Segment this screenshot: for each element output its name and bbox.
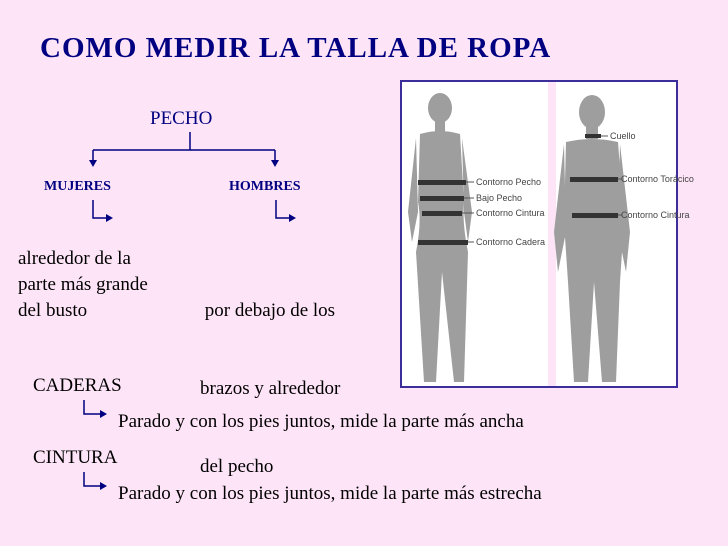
woman-silhouette [408,93,472,382]
man-label: Contorno Torácico [621,174,694,184]
measurement-figure [400,80,694,388]
man-label: Cuello [610,131,636,141]
page-title: COMO MEDIR LA TALLA DE ROPA [40,32,552,64]
body-silhouettes [402,82,694,386]
woman-label: Contorno Cintura [476,208,545,218]
elbow-arrow-icon [80,398,114,422]
tree-right-label: HOMBRES [229,179,301,194]
elbow-arrow-icon [80,470,114,494]
tree-root-label: PECHO [150,108,213,129]
section-heading-caderas: CADERAS [33,375,122,396]
elbow-arrow-icon [271,198,301,226]
tree-left-label: MUJERES [44,179,111,194]
man-label: Contorno Cintura [621,210,690,220]
elbow-arrow-icon [88,198,118,226]
woman-label: Contorno Pecho [476,177,542,187]
men-description: por debajo de los brazos y alrededor del pecho [200,300,341,477]
section-text-caderas: Parado y con los pies juntos, mide la parte más ancha [118,411,524,432]
section-text-cintura: Parado y con los pies juntos, mide la parte más estrecha [118,483,542,504]
women-description: alrededor de la parte más grande del busto [18,248,148,321]
tree-connector [80,130,290,170]
woman-label: Bajo Pecho [476,193,523,203]
woman-label: Contorno Cadera [476,237,546,247]
section-heading-cintura: CINTURA [33,447,118,468]
